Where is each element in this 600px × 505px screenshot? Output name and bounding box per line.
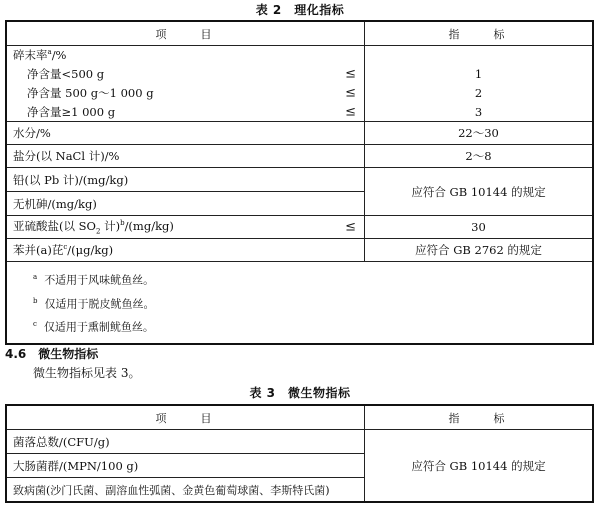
net2-value: 2 bbox=[365, 83, 594, 102]
note-mark: b bbox=[33, 296, 38, 305]
sulfite-value: 30 bbox=[365, 216, 594, 239]
bap-value: 应符合 GB 2762 的规定 bbox=[365, 239, 594, 262]
note-text: 仅适用于脱皮鱿鱼丝。 bbox=[44, 297, 155, 311]
sulfite-subscript: 2 bbox=[95, 227, 101, 236]
note-c bbox=[33, 314, 586, 338]
crush-rate-cell bbox=[6, 46, 365, 65]
physicochemical-table bbox=[5, 20, 594, 345]
water-value: 22～30 bbox=[365, 122, 594, 145]
net3-value: 3 bbox=[365, 102, 594, 122]
table3-header-index: 指 标 bbox=[365, 405, 594, 430]
bap-cell bbox=[6, 239, 365, 262]
note-text: 仅适用于熏制鱿鱼丝。 bbox=[43, 320, 154, 334]
net3-cell bbox=[6, 102, 365, 122]
le-symbol: ≤ bbox=[345, 104, 356, 119]
note-a bbox=[33, 267, 586, 291]
footnote-mark: a bbox=[47, 48, 52, 57]
table-row bbox=[6, 145, 593, 168]
net1-cell bbox=[6, 64, 365, 83]
lead-label: 铅(以 Pb 计)/(mg/kg) bbox=[6, 168, 365, 192]
table-row bbox=[6, 216, 593, 239]
bap-label: 苯并(a)芘 bbox=[13, 243, 64, 257]
note-mark: a bbox=[33, 273, 38, 281]
section-heading: 4.6 微生物指标 bbox=[5, 347, 99, 361]
table2-notes bbox=[6, 262, 593, 344]
table-row bbox=[6, 168, 593, 192]
net1-label: 净含量<500 g bbox=[27, 66, 105, 81]
crush-rate-unit: /% bbox=[51, 48, 67, 62]
note-b bbox=[33, 291, 586, 315]
table-row bbox=[6, 64, 593, 83]
table-row bbox=[6, 102, 593, 122]
le-symbol: ≤ bbox=[345, 85, 356, 100]
pathogen-label: 致病菌(沙门氏菌、副溶血性弧菌、金黄色葡萄球菌、李斯特氏菌) bbox=[6, 478, 365, 503]
section-body: 微生物指标见表 3。 bbox=[33, 366, 141, 380]
table-row bbox=[6, 46, 593, 65]
sulfite-cell bbox=[6, 216, 365, 239]
arsenic-label: 无机砷/(mg/kg) bbox=[6, 192, 365, 216]
net2-label: 净含量 500 g～1 000 g bbox=[27, 85, 154, 100]
table2-header-row bbox=[6, 21, 593, 46]
le-symbol: ≤ bbox=[345, 66, 356, 81]
table-row bbox=[6, 430, 593, 454]
sulfite-label: 亚硫酸盐(以 SO bbox=[13, 219, 96, 234]
salt-value: 2～8 bbox=[365, 145, 594, 168]
table2-notes-row bbox=[6, 262, 593, 344]
lead-arsenic-value: 应符合 GB 10144 的规定 bbox=[365, 168, 594, 216]
table3-header-item: 项 目 bbox=[6, 405, 365, 430]
table2-header-index: 指 标 bbox=[365, 21, 594, 46]
table2-header-item: 项 目 bbox=[6, 21, 365, 46]
coliform-label: 大肠菌群/(MPN/100 g) bbox=[6, 454, 365, 478]
table-row bbox=[6, 239, 593, 262]
crush-rate-empty bbox=[365, 46, 594, 65]
bap-unit: /(μg/kg) bbox=[67, 243, 114, 257]
colony-count-label: 菌落总数/(CFU/g) bbox=[6, 430, 365, 454]
table3-header-row bbox=[6, 405, 593, 430]
micro-value: 应符合 GB 10144 的规定 bbox=[365, 430, 594, 503]
footnote-mark: b bbox=[120, 219, 125, 228]
table3-caption: 表 3 微生物指标 bbox=[249, 386, 351, 400]
footnote-mark: c bbox=[63, 243, 68, 252]
sulfite-label-mid: 计) bbox=[100, 219, 121, 234]
table-row bbox=[6, 83, 593, 102]
sulfite-unit: /(mg/kg) bbox=[124, 219, 174, 234]
net1-value: 1 bbox=[365, 64, 594, 83]
microbiological-table bbox=[5, 404, 594, 503]
note-text: 不适用于风味鱿鱼丝。 bbox=[44, 273, 155, 287]
note-mark: c bbox=[33, 320, 37, 329]
le-symbol: ≤ bbox=[345, 219, 356, 235]
net2-cell bbox=[6, 83, 365, 102]
water-label: 水分/% bbox=[6, 122, 365, 145]
salt-label: 盐分(以 NaCl 计)/% bbox=[6, 145, 365, 168]
net3-label: 净含量≥1 000 g bbox=[27, 104, 116, 119]
table-row bbox=[6, 122, 593, 145]
table2-caption: 表 2 理化指标 bbox=[255, 3, 345, 17]
crush-rate-label: 碎末率 bbox=[13, 48, 48, 62]
